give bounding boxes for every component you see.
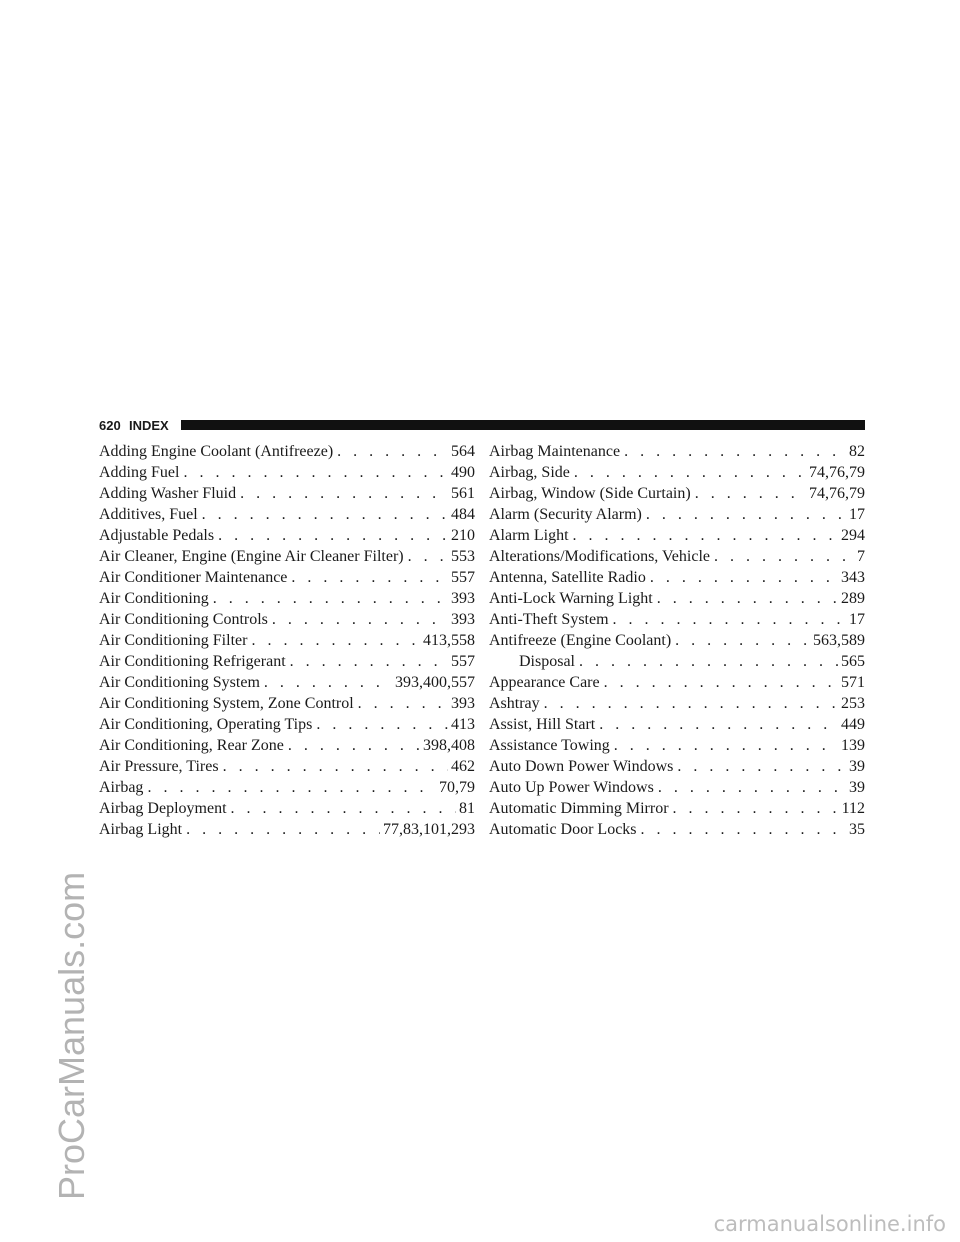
dot-leader xyxy=(574,462,806,483)
entry-pages: 17 xyxy=(849,506,865,523)
entry-pages: 565 xyxy=(841,653,865,670)
entry-pages: 563,589 xyxy=(813,632,865,649)
index-entry xyxy=(99,525,475,546)
index-entry xyxy=(489,693,865,714)
index-entry xyxy=(489,546,865,567)
entry-label: Air Conditioning Controls xyxy=(99,611,268,628)
index-entry xyxy=(99,777,475,798)
header-rule xyxy=(181,420,865,430)
dot-leader xyxy=(290,651,448,672)
entry-pages: 393,400,557 xyxy=(395,674,475,691)
entry-pages: 39 xyxy=(849,758,865,775)
dot-leader xyxy=(231,798,456,819)
dot-leader xyxy=(251,630,420,651)
entry-pages: 393 xyxy=(451,695,475,712)
entry-label: Air Pressure, Tires xyxy=(99,758,219,775)
index-entry xyxy=(489,525,865,546)
entry-label: Airbag Light xyxy=(99,821,183,838)
index-entry xyxy=(489,441,865,462)
index-entry xyxy=(99,588,475,609)
entry-pages: 82 xyxy=(849,443,865,460)
dot-leader xyxy=(358,693,448,714)
entry-label: Adding Washer Fluid xyxy=(99,485,237,502)
entry-label: Assistance Towing xyxy=(489,737,610,754)
entry-pages: 462 xyxy=(451,758,475,775)
dot-leader xyxy=(650,567,838,588)
dot-leader xyxy=(641,819,846,840)
entry-label: Air Conditioning, Operating Tips xyxy=(99,716,313,733)
page-header xyxy=(99,416,865,438)
index-entry xyxy=(489,798,865,819)
index-entry xyxy=(99,672,475,693)
entry-label: Antenna, Satellite Radio xyxy=(489,569,646,586)
dot-leader xyxy=(288,735,420,756)
dot-leader xyxy=(316,714,448,735)
entry-label: Anti-Theft System xyxy=(489,611,609,628)
dot-leader xyxy=(624,441,846,462)
entry-pages: 7 xyxy=(857,548,865,565)
watermark-procarmanuals: ProCarManuals.com xyxy=(51,871,92,1200)
entry-label: Adding Engine Coolant (Antifreeze) xyxy=(99,443,334,460)
index-entry xyxy=(489,588,865,609)
watermark-carmanualsonline: carmanualsonline.info xyxy=(713,1212,946,1236)
entry-label: Appearance Care xyxy=(489,674,600,691)
index-entry xyxy=(489,735,865,756)
dot-leader xyxy=(658,777,846,798)
entry-label: Air Conditioner Maintenance xyxy=(99,569,288,586)
index-entry xyxy=(489,609,865,630)
entry-label: Alterations/Modifications, Vehicle xyxy=(489,548,710,565)
index-entry xyxy=(99,693,475,714)
entry-pages: 35 xyxy=(849,821,865,838)
index-entry xyxy=(99,756,475,777)
entry-label: Adjustable Pedals xyxy=(99,527,215,544)
dot-leader xyxy=(408,546,448,567)
dot-leader xyxy=(677,756,846,777)
entry-pages: 81 xyxy=(459,800,475,817)
dot-leader xyxy=(714,546,854,567)
entry-label: Auto Down Power Windows xyxy=(489,758,674,775)
index-entry xyxy=(99,609,475,630)
section-title: INDEX xyxy=(129,418,169,433)
index-entry xyxy=(489,777,865,798)
entry-label: Air Conditioning xyxy=(99,590,209,607)
dot-leader xyxy=(183,462,448,483)
entry-label: Airbag Maintenance xyxy=(489,443,621,460)
entry-pages: 74,76,79 xyxy=(809,464,865,481)
entry-pages: 561 xyxy=(451,485,475,502)
entry-pages: 39 xyxy=(849,779,865,796)
dot-leader xyxy=(272,609,448,630)
index-entry xyxy=(99,483,475,504)
dot-leader xyxy=(218,525,448,546)
entry-pages: 17 xyxy=(849,611,865,628)
dot-leader xyxy=(264,672,392,693)
entry-pages: 484 xyxy=(451,506,475,523)
index-entry xyxy=(489,567,865,588)
index-entry xyxy=(489,483,865,504)
entry-pages: 253 xyxy=(841,695,865,712)
entry-pages: 289 xyxy=(841,590,865,607)
index-entry xyxy=(99,546,475,567)
entry-label: Additives, Fuel xyxy=(99,506,198,523)
index-entry xyxy=(99,735,475,756)
entry-pages: 393 xyxy=(451,611,475,628)
entry-pages: 393 xyxy=(451,590,475,607)
dot-leader xyxy=(337,441,448,462)
dot-leader xyxy=(186,819,380,840)
dot-leader xyxy=(604,672,838,693)
entry-label: Ashtray xyxy=(489,695,540,712)
dot-leader xyxy=(202,504,448,525)
entry-label: Automatic Dimming Mirror xyxy=(489,800,669,817)
entry-label: Automatic Door Locks xyxy=(489,821,637,838)
entry-label: Assist, Hill Start xyxy=(489,716,596,733)
entry-label: Air Conditioning Filter xyxy=(99,632,248,649)
dot-leader xyxy=(657,588,838,609)
entry-pages: 413 xyxy=(451,716,475,733)
index-entry xyxy=(489,462,865,483)
page-number: 620 xyxy=(99,418,121,433)
entry-label: Air Cleaner, Engine (Engine Air Cleaner Filter) xyxy=(99,548,404,565)
dot-leader xyxy=(646,504,846,525)
dot-leader xyxy=(147,777,436,798)
entry-pages: 564 xyxy=(451,443,475,460)
entry-label: Airbag, Side xyxy=(489,464,570,481)
entry-pages: 449 xyxy=(841,716,865,733)
index-entry xyxy=(489,504,865,525)
index-entry xyxy=(99,462,475,483)
dot-leader xyxy=(695,483,806,504)
index-column-left xyxy=(99,441,475,840)
entry-label: Auto Up Power Windows xyxy=(489,779,654,796)
index-entry xyxy=(99,651,475,672)
dot-leader xyxy=(675,630,810,651)
entry-label: Air Conditioning System, Zone Control xyxy=(99,695,354,712)
index-entry xyxy=(99,441,475,462)
entry-pages: 398,408 xyxy=(423,737,475,754)
dot-leader xyxy=(544,693,838,714)
entry-label: Air Conditioning System xyxy=(99,674,260,691)
index-entry xyxy=(99,714,475,735)
entry-label: Anti-Lock Warning Light xyxy=(489,590,653,607)
entry-label: Air Conditioning Refrigerant xyxy=(99,653,286,670)
index-entry xyxy=(489,819,865,840)
entry-pages: 571 xyxy=(841,674,865,691)
entry-pages: 557 xyxy=(451,569,475,586)
entry-label: Air Conditioning, Rear Zone xyxy=(99,737,284,754)
entry-pages: 294 xyxy=(841,527,865,544)
index-entry xyxy=(489,714,865,735)
entry-label: Adding Fuel xyxy=(99,464,180,481)
entry-pages: 77,83,101,293 xyxy=(383,821,475,838)
index-entry xyxy=(99,567,475,588)
entry-pages: 70,79 xyxy=(439,779,475,796)
dot-leader xyxy=(573,525,838,546)
index-subentry xyxy=(489,651,865,672)
entry-label: Disposal xyxy=(519,653,575,670)
entry-label: Airbag xyxy=(99,779,144,796)
entry-label: Antifreeze (Engine Coolant) xyxy=(489,632,672,649)
index-entry xyxy=(99,630,475,651)
dot-leader xyxy=(613,609,846,630)
entry-label: Airbag, Window (Side Curtain) xyxy=(489,485,691,502)
dot-leader xyxy=(614,735,838,756)
entry-pages: 557 xyxy=(451,653,475,670)
entry-label: Alarm Light xyxy=(489,527,569,544)
index-entry xyxy=(489,672,865,693)
index-entry xyxy=(489,756,865,777)
dot-leader xyxy=(673,798,839,819)
dot-leader xyxy=(240,483,448,504)
index-entry xyxy=(99,798,475,819)
dot-leader xyxy=(599,714,838,735)
entry-label: Alarm (Security Alarm) xyxy=(489,506,642,523)
entry-pages: 490 xyxy=(451,464,475,481)
entry-pages: 139 xyxy=(841,737,865,754)
index-column-right xyxy=(489,441,865,840)
entry-pages: 413,558 xyxy=(423,632,475,649)
index-entry xyxy=(99,819,475,840)
entry-pages: 553 xyxy=(451,548,475,565)
index-entry xyxy=(99,504,475,525)
dot-leader xyxy=(579,651,838,672)
entry-pages: 343 xyxy=(841,569,865,586)
dot-leader xyxy=(291,567,448,588)
index-entry xyxy=(489,630,865,651)
dot-leader xyxy=(213,588,448,609)
entry-label: Airbag Deployment xyxy=(99,800,227,817)
entry-pages: 112 xyxy=(841,800,865,817)
dot-leader xyxy=(223,756,448,777)
entry-pages: 74,76,79 xyxy=(809,485,865,502)
entry-pages: 210 xyxy=(451,527,475,544)
